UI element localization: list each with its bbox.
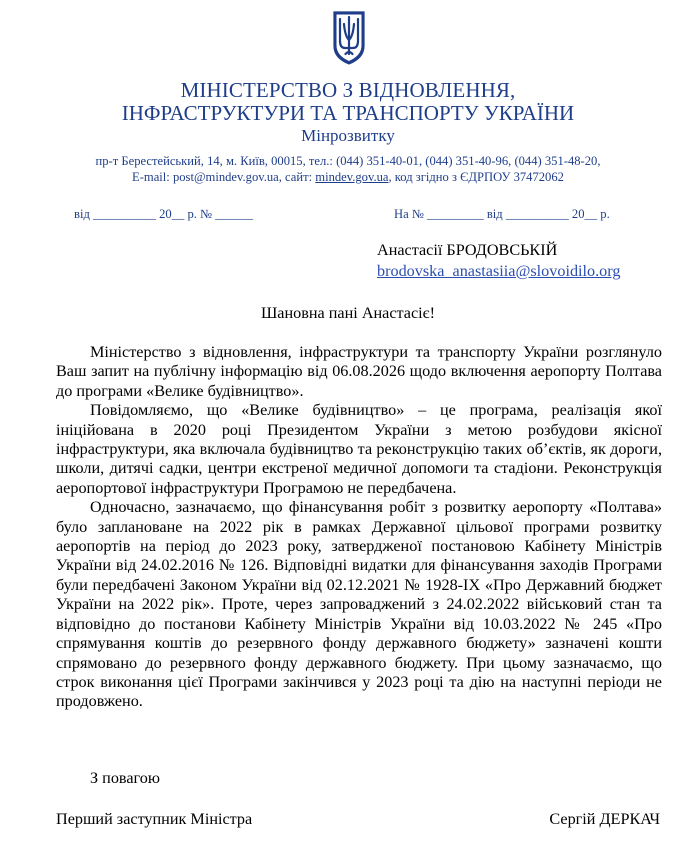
ministry-short-name: Мінрозвитку — [301, 126, 395, 145]
trident-coat-of-arms-icon — [332, 10, 366, 66]
signer-name: Сергій ДЕРКАЧ — [549, 810, 660, 828]
outgoing-registration-field: від __________ 20__ р. № ______ — [74, 207, 253, 221]
closing-phrase: З повагою — [90, 769, 160, 787]
addressee-block — [377, 240, 620, 282]
salutation: Шановна пані Анастасіє! — [260, 304, 436, 322]
paragraph: Міністерство з відновлення, інфраструктури та транспорту України розглянуло Ваш запит на публічну інформацію від 06.08.2026 щодо включення аеропорту Полтава до програми «Велике будівництво». — [56, 343, 662, 400]
contacts-edrpou: , код згідно з ЄДРПОУ 37472062 — [388, 170, 564, 184]
letter-body — [56, 343, 662, 712]
paragraph: Повідомляємо, що «Велике будівництво» – це програма, реалізація якої ініційована в 2020 році Президентом України з метою розбудови якісної інфраструктури, яка включала будівництво та реконструкцію таких об’єктів, як дороги, школи, дитячі садки, центри екстреної медичної допомоги та стадіони. Реконструкція аеропортової інфраструктури Програмою не передбачена. — [56, 401, 662, 497]
ministry-name-line2: ІНФРАСТРУКТУРИ ТА ТРАНСПОРТУ УКРАЇНИ — [121, 101, 575, 125]
ministry-site-link[interactable]: mindev.gov.ua — [315, 170, 389, 184]
signer-position: Перший заступник Міністра — [56, 810, 253, 828]
contacts-address: пр-т Берестейський, 14, м. Київ, 00015, тел.: (044) 351-40-01, (044) 351-40-96, (044) 351-48-20, — [95, 154, 601, 168]
addressee-name: Анастасії БРОДОВСЬКІЙ — [377, 241, 558, 259]
contacts-email-prefix: E-mail: post@mindev.gov.ua, сайт: — [132, 170, 316, 184]
incoming-registration-field: На № _________ від __________ 20__ р. — [394, 207, 610, 221]
paragraph: Одночасно, зазначаємо, що фінансування робіт з розвитку аеропорту «Полтава» було заплановане на 2022 рік в рамках Державної цільової програми розвитку аеропортів на період до 2023 року, затвердженої постановою Кабінету Міністрів України від 24.02.2016 № 126. Відповідні видатки для фінансування заходів Програми були передбачені Законом України від 02.12.2021 № 1928-ІХ «Про Державний бюджет України на 2022 рік». Проте, через запроваджений з 24.02.2022 військовий стан та відповідно до постанови Кабінету Міністрів України від 10.03.2022 № 245 «Про спрямування коштів до резервного фонду державного бюджету» зазначені кошти спрямовано до резервного фонду державного бюджету. При цьому зазначаємо, що строк виконання цієї Програми закінчився у 2023 році та дію на наступні періоди не продовжено. — [56, 498, 662, 711]
ministry-name-line1: МІНІСТЕРСТВО З ВІДНОВЛЕННЯ, — [180, 78, 516, 102]
contacts-email-site — [0, 169, 696, 185]
addressee-email-link[interactable]: brodovska_anastasiia@slovoidilo.org — [377, 262, 621, 280]
